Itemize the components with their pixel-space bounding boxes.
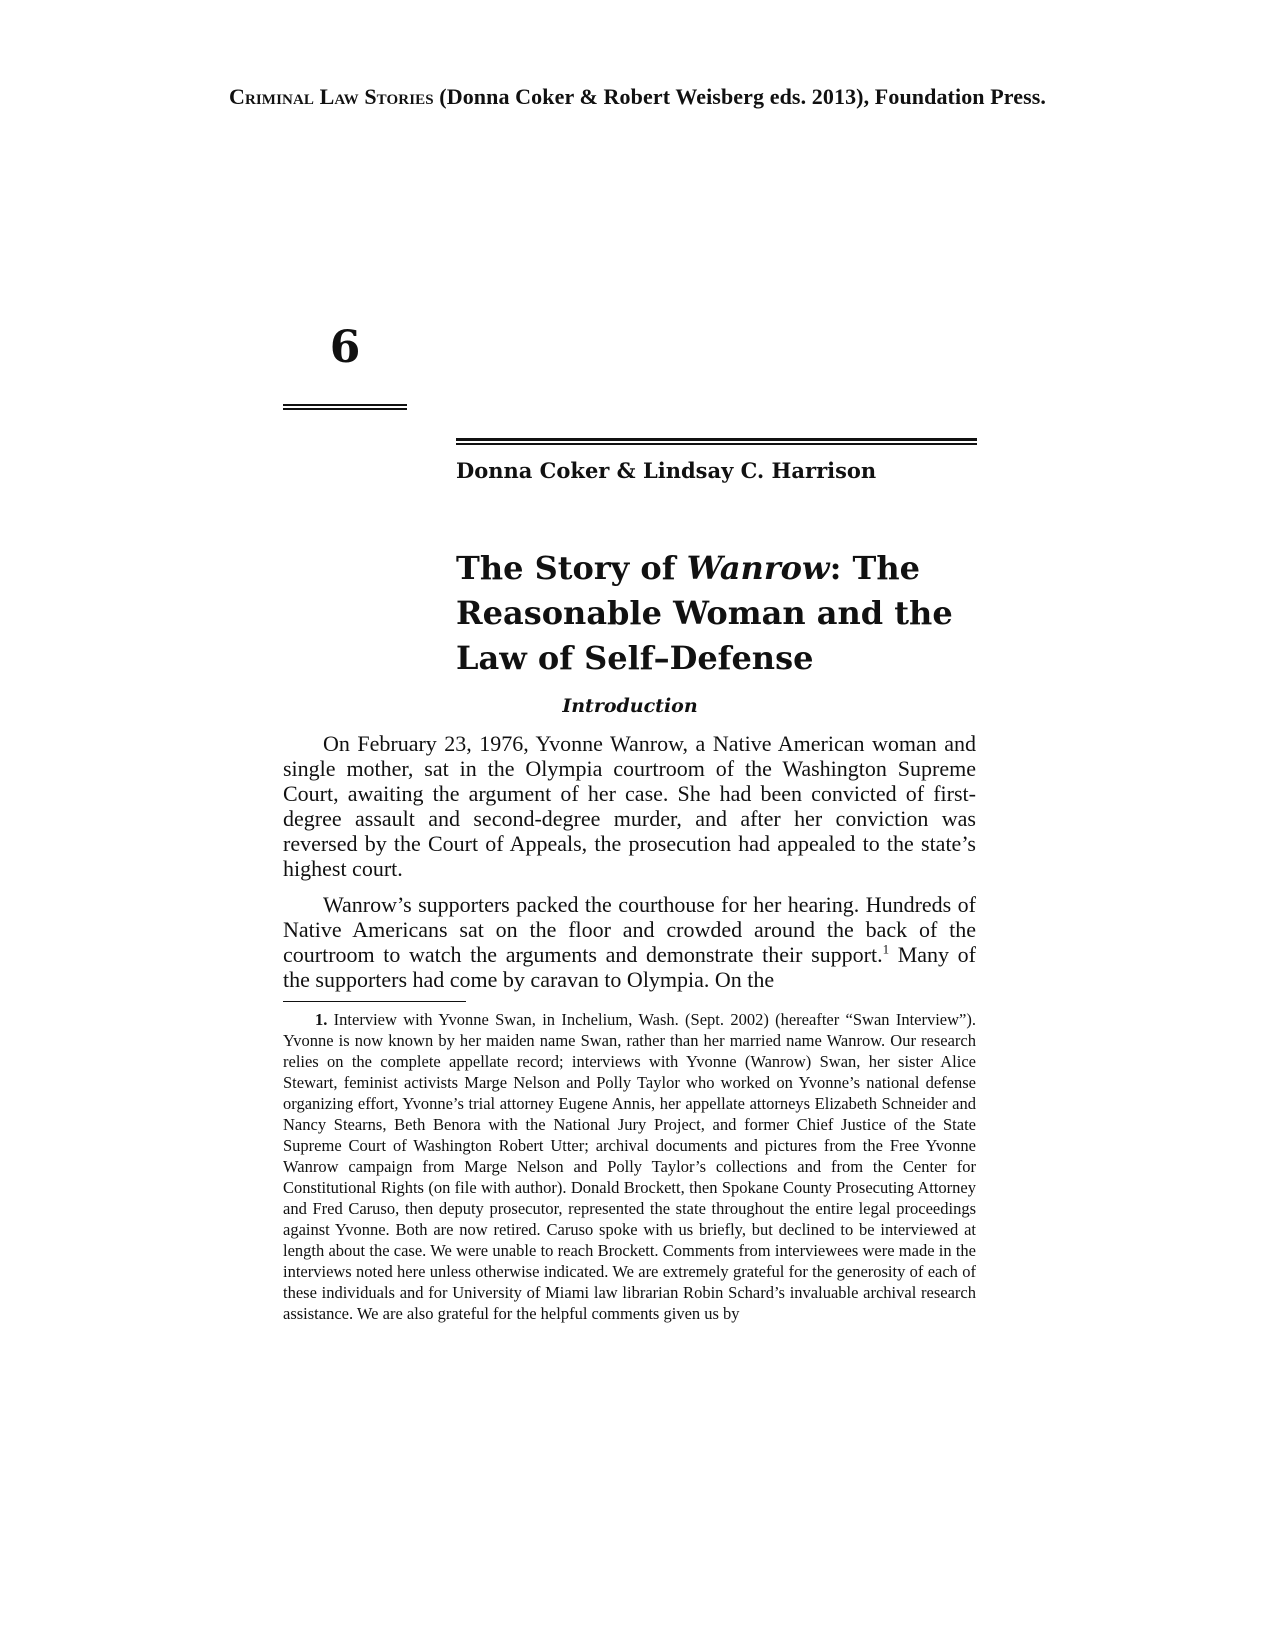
paragraph-2-continuation: Many of the supporters had come by caravan to Olympia. On the [283,942,976,992]
footnote-reference: 1 [882,941,890,957]
footnote-separator [283,1001,466,1002]
footnote-number: 1. [315,1010,328,1029]
chapter-number: 6 [329,322,361,373]
body-text [283,731,976,992]
section-heading: Introduction [562,695,698,717]
header-citation: (Donna Coker & Robert Weisberg eds. 2013), Foundation Press. [433,84,1047,109]
title-line-1 [456,546,996,591]
chapter-authors: Donna Coker & Lindsay C. Harrison [456,458,877,483]
paragraph-2-text: Wanrow’s supporters packed the courthouse for her hearing. Hundreds of Native Americans sat on the floor and crowded around the back of the courtroom to watch the arguments and demonstrate their support. [283,892,976,967]
running-header [0,84,1275,110]
title-prefix: The Story of [456,549,687,587]
title-case-name: Wanrow [686,549,830,587]
body-paragraph-1: On February 23, 1976, Yvonne Wanrow, a Native American woman and single mother, sat in the Olympia courtroom of the Washington Supreme Court, awaiting the argument of her case. She had been convicted of first-degree assault and second-degree murder, and after her conviction was reversed by the Court of Appeals, the prosecution had appealed to the state’s highest court. [283,731,976,881]
title-line1-suffix: : The [829,549,920,587]
footnote-text: Interview with Yvonne Swan, in Inchelium, Wash. (Sept. 2002) (hereafter “Swan Interview”). Yvonne is now known by her maiden name Swan, rather than her married name Wanrow. Our research relies on the complete appellate record; interviews with Yvonne (Wanrow) Swan, her sister Alice Stewart, feminist activists Marge Nelson and Polly Taylor who worked on Yvonne’s national defense organizing effort, Yvonne’s trial attorney Eugene Annis, her appellate attorneys Elizabeth Schneider and Nancy Stearns, Beth Benora with the National Jury Project, and former Chief Justice of the State Supreme Court of Washington Robert Utter; archival documents and pictures from the Free Yvonne Wanrow campaign from Marge Nelson and Polly Taylor’s collections and from the Center for Constitutional Rights (on file with author). Donald Brockett, then Spokane County Prosecuting Attorney and Fred Caruso, then deputy prosecutor, represented the state throughout the entire legal proceedings against Yvonne. Both are now retired. Caruso spoke with us briefly, but declined to be interviewed at length about the case. We were unable to reach Brockett. Comments from interviewees were made in the interviews noted here unless otherwise indicated. We are extremely grateful for the generosity of each of these individuals and for University of Miami law librarian Robin Schard’s invaluable archival research assistance. We are also grateful for the helpful comments given us by [283,1010,976,1323]
chapter-title [456,546,996,681]
body-paragraph-2 [283,892,976,992]
chapter-number-rule [283,404,407,410]
title-line-2: Reasonable Woman and the [456,594,953,632]
title-rule [456,438,977,445]
footnote-1 [283,1009,976,1324]
title-line-3: Law of Self–Defense [456,639,814,677]
book-title: Criminal Law Stories [228,84,434,109]
